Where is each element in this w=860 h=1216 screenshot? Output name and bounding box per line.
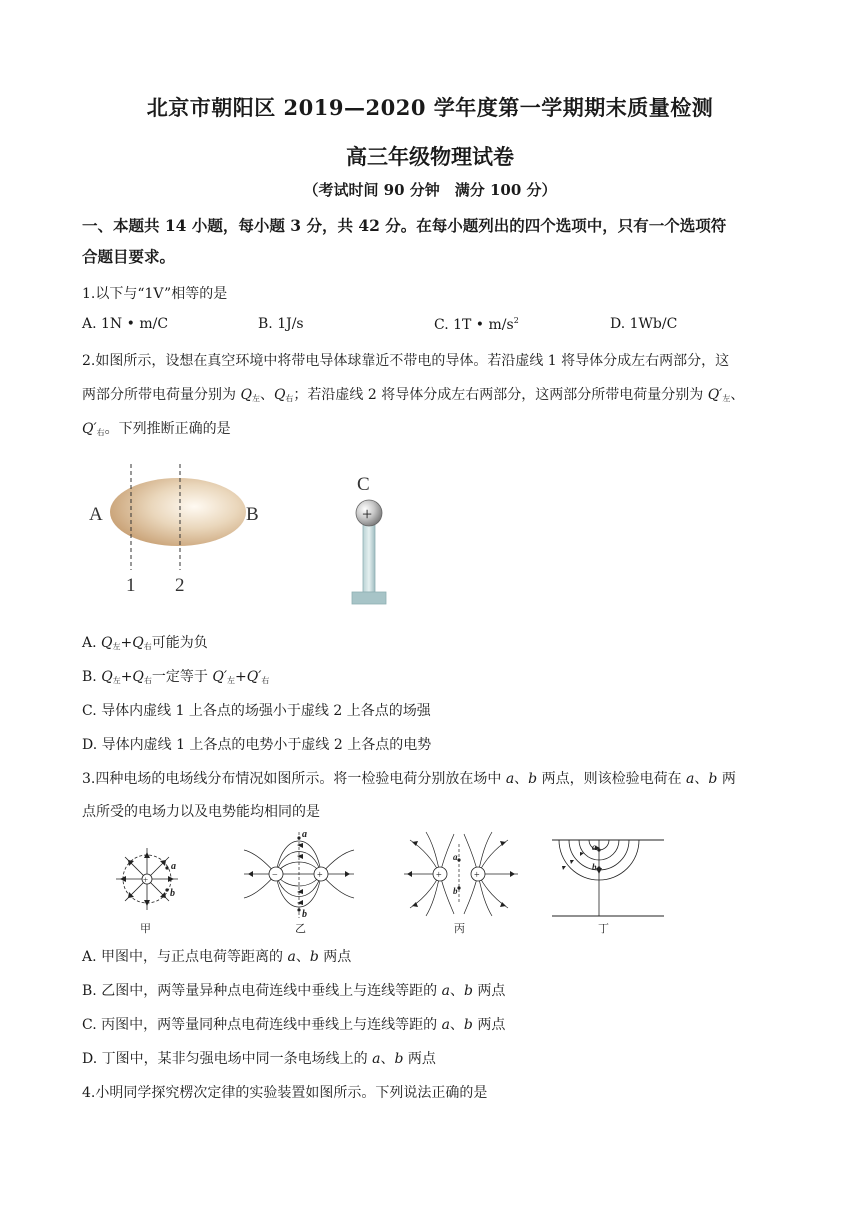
label-bing: 丙 bbox=[454, 923, 465, 935]
q2-option-c: C. 导体内虚线 1 上各点的场强小于虚线 2 上各点的场强 bbox=[82, 703, 431, 719]
q3-option-a: A. 甲图中，与正点电荷等距离的 a、b 两点 bbox=[82, 949, 352, 965]
label-B: B bbox=[246, 504, 259, 525]
q1-option-c: C. 1T • $m/s^2$ bbox=[434, 316, 519, 333]
svg-text:+: + bbox=[436, 870, 442, 881]
svg-text:+: + bbox=[474, 870, 480, 881]
section-instructions-line1: 一、本题共 14 小题，每小题 3 分，共 42 分。在每小题列出的四个选项中，只有一个选项符 bbox=[82, 216, 727, 235]
exam-info: （考试时间 90 分钟 满分 100 分） bbox=[303, 181, 557, 199]
label-ding: 丁 bbox=[598, 923, 609, 935]
svg-text:b: b bbox=[453, 886, 458, 896]
svg-text:b: b bbox=[592, 862, 597, 872]
svg-text:a: a bbox=[171, 861, 176, 872]
q3-stem-line2: 点所受的电场力以及电势能均相同的是 bbox=[82, 804, 320, 820]
svg-text:a: a bbox=[302, 829, 307, 840]
q3-option-d: D. 丁图中，某非匀强电场中同一条电场线上的 a、b 两点 bbox=[82, 1051, 436, 1067]
label-yi: 乙 bbox=[295, 923, 306, 935]
q2-stem-line2: 两部分所带电荷量分别为 $Q_左$、$Q_右$；若沿虚线 2 将导体分成左右两部分，这两部分所带电荷量分别为 $Q'_左$、 bbox=[82, 387, 745, 403]
q3-stem-line1: 3.四种电场的电场线分布情况如图所示。将一检验电荷分别放在场中 a、b 两点，则该检验电荷在 a、b 两 bbox=[82, 771, 736, 787]
q2-option-a: A. $Q_左+Q_右$可能为负 bbox=[82, 635, 208, 651]
q2-conductor-figure bbox=[84, 460, 274, 595]
field-figure-jia bbox=[112, 838, 187, 938]
field-figure-bing bbox=[402, 830, 522, 938]
field-figure-ding bbox=[550, 836, 668, 936]
label-jia: 甲 bbox=[140, 923, 151, 935]
conductor-body bbox=[110, 478, 246, 546]
stand-base bbox=[352, 592, 386, 604]
q1-option-a: A. 1N • m/C bbox=[82, 316, 169, 332]
label-line-1: 1 bbox=[126, 575, 136, 596]
q3-option-b: B. 乙图中，两等量异种点电荷连线中垂线上与连线等距的 a、b 两点 bbox=[82, 983, 506, 999]
exam-subtitle: 高三年级物理试卷 bbox=[346, 144, 514, 169]
q2-option-b: B. $Q_左+Q_右$一定等于 $Q'_左+Q'_右$ bbox=[82, 669, 270, 685]
svg-text:a: a bbox=[592, 842, 597, 852]
q1-option-b: B. 1J/s bbox=[258, 316, 304, 332]
label-line-2: 2 bbox=[175, 575, 185, 596]
q3-option-c: C. 丙图中，两等量同种点电荷连线中垂线上与连线等距的 a、b 两点 bbox=[82, 1017, 506, 1033]
section-instructions-line2: 合题目要求。 bbox=[82, 247, 176, 266]
svg-text:+: + bbox=[317, 870, 323, 881]
svg-text:+: + bbox=[143, 875, 149, 885]
q1-option-d: D. 1Wb/C bbox=[610, 316, 678, 332]
q2-charged-sphere-figure bbox=[340, 470, 400, 610]
svg-text:b: b bbox=[302, 909, 307, 920]
svg-text:b: b bbox=[170, 888, 175, 899]
exam-title: 北京市朝阳区 2019—2020 学年度第一学期期末质量检测 bbox=[146, 95, 714, 120]
stand-pole bbox=[363, 520, 375, 592]
q2-stem-line1: 2.如图所示，设想在真空环境中将带电导体球靠近不带电的导体。若沿虚线 1 将导体分成左右两部分，这 bbox=[82, 353, 730, 369]
q2-option-d: D. 导体内虚线 1 上各点的电势小于虚线 2 上各点的电势 bbox=[82, 737, 432, 753]
label-C: C bbox=[357, 474, 370, 495]
svg-text:a: a bbox=[453, 852, 458, 862]
svg-text:−: − bbox=[272, 870, 278, 881]
sphere-plus-sign: + bbox=[362, 504, 373, 524]
field-figure-yi bbox=[242, 828, 362, 938]
q4-stem: 4.小明同学探究楞次定律的实验装置如图所示。下列说法正确的是 bbox=[82, 1085, 488, 1101]
q2-stem-line3: $Q'_右$。下列推断正确的是 bbox=[82, 421, 231, 437]
label-A: A bbox=[89, 504, 103, 525]
q1-stem: 1.以下与“1V”相等的是 bbox=[82, 286, 228, 302]
